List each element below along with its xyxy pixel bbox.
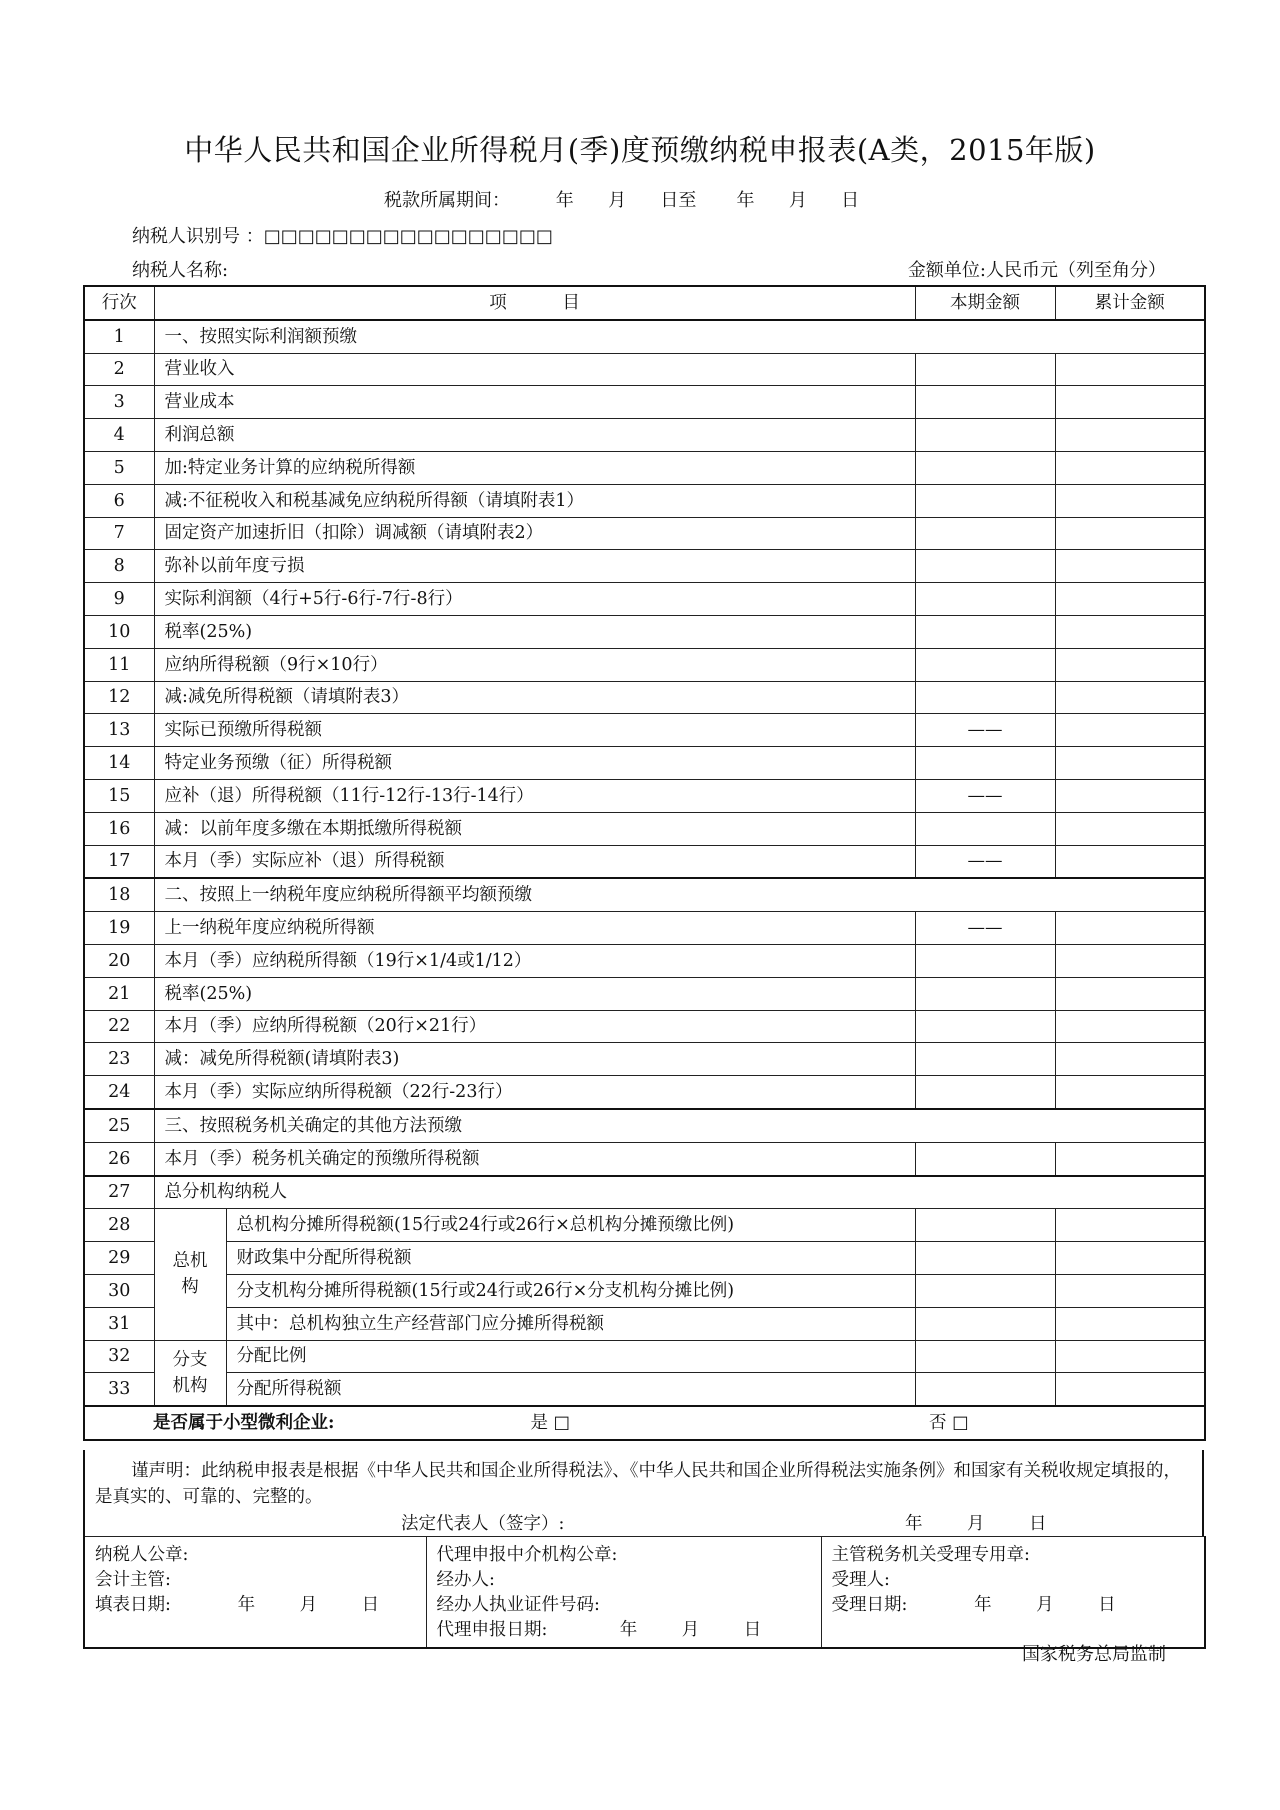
cumulative-amount-cell[interactable] (1055, 648, 1205, 681)
row-number: 32 (84, 1340, 154, 1373)
cumulative-amount-cell[interactable] (1055, 747, 1205, 780)
row-number: 18 (84, 878, 154, 911)
row-label: 税率(25%) (154, 977, 915, 1010)
current-amount-cell[interactable] (915, 747, 1055, 780)
row-label: 本月（季）实际应纳所得税额（22行-23行） (154, 1076, 915, 1109)
stamp-table (83, 1536, 1206, 1649)
cumulative-amount-cell[interactable] (1055, 1076, 1205, 1109)
small-enterprise-row (84, 1406, 1205, 1440)
cumulative-amount-cell[interactable] (1055, 517, 1205, 550)
table-row (84, 1307, 1205, 1340)
current-amount-cell[interactable] (915, 1340, 1055, 1373)
current-amount-cell[interactable] (915, 648, 1055, 681)
row-label: 减:不征税收入和税基减免应纳税所得额（请填附表1） (154, 484, 915, 517)
row-label: 加:特定业务计算的应纳税所得额 (154, 451, 915, 484)
table-row (84, 451, 1205, 484)
cumulative-amount-cell[interactable] (1055, 1274, 1205, 1307)
small-enterprise-no-checkbox[interactable]: 否 □ (929, 1412, 969, 1433)
row-number: 14 (84, 747, 154, 780)
table-row (84, 812, 1205, 845)
row-number: 2 (84, 353, 154, 386)
row-label: 应补（退）所得税额（11行-12行-13行-14行） (154, 779, 915, 812)
row-number: 33 (84, 1373, 154, 1406)
cumulative-amount-cell[interactable] (1055, 944, 1205, 977)
current-amount-cell[interactable] (915, 1043, 1055, 1076)
current-amount-cell[interactable] (915, 615, 1055, 648)
row-label: 固定资产加速折旧（扣除）调减额（请填附表2） (154, 517, 915, 550)
current-amount-cell[interactable] (915, 419, 1055, 452)
current-amount-cell[interactable] (915, 944, 1055, 977)
current-amount-cell[interactable] (915, 451, 1055, 484)
cumulative-amount-cell[interactable] (1055, 912, 1205, 945)
current-amount-cell[interactable] (915, 812, 1055, 845)
amount-unit: 金额单位:人民币元（列至角分） (907, 260, 1166, 281)
row-number: 29 (84, 1242, 154, 1275)
group-head-office: 总机构 (154, 1209, 226, 1340)
row-number: 17 (84, 845, 154, 878)
row-number: 15 (84, 779, 154, 812)
row-label: 本月（季）实际应补（退）所得税额 (154, 845, 915, 878)
row-number: 27 (84, 1176, 154, 1209)
row-number: 19 (84, 912, 154, 945)
row-number: 4 (84, 419, 154, 452)
cumulative-amount-cell[interactable] (1055, 1340, 1205, 1373)
table-row (84, 1076, 1205, 1109)
table-row (84, 944, 1205, 977)
declaration-block (83, 1450, 1204, 1536)
current-amount-cell[interactable] (915, 1274, 1055, 1307)
taxpayer-id: 纳税人识别号 ：□□□□□□□□□□□□□□□□□ (132, 226, 553, 247)
form-title: 中华人民共和国企业所得税月(季)度预缴纳税申报表(A类，2015年版) (184, 133, 1096, 167)
row-label: 实际利润额（4行+5行-6行-7行-8行） (154, 583, 915, 616)
current-amount-cell[interactable] (915, 1010, 1055, 1043)
row-number: 13 (84, 714, 154, 747)
header-item: 项 目 (154, 286, 915, 320)
row-number: 1 (84, 320, 154, 353)
row-label: 本月（季）应纳所得税额（20行×21行） (154, 1010, 915, 1043)
cumulative-amount-cell[interactable] (1055, 615, 1205, 648)
tax-authority-stamp-cell[interactable]: 主管税务机关受理专用章: 受理人: 受理日期: 年 月 日 (821, 1537, 1205, 1649)
row-label: 分配所得税额 (226, 1373, 915, 1406)
cumulative-amount-cell[interactable] (1055, 681, 1205, 714)
current-amount-cell[interactable] (915, 583, 1055, 616)
table-row (84, 779, 1205, 812)
row-label: 其中：总机构独立生产经营部门应分摊所得税额 (226, 1307, 915, 1340)
row-number: 21 (84, 977, 154, 1010)
declaration-table (83, 285, 1206, 1441)
current-amount-cell[interactable] (915, 1373, 1055, 1406)
taxpayer-name: 纳税人名称: (132, 260, 229, 281)
row-number: 7 (84, 517, 154, 550)
table-row (84, 517, 1205, 550)
cumulative-amount-cell[interactable] (1055, 845, 1205, 878)
table-row (84, 1209, 1205, 1242)
row-number: 16 (84, 812, 154, 845)
signature-date: 年 月 日 (905, 1514, 1047, 1534)
table-row (84, 386, 1205, 419)
current-amount-cell[interactable] (915, 1142, 1055, 1175)
row-number: 23 (84, 1043, 154, 1076)
cumulative-amount-cell[interactable] (1055, 1373, 1205, 1406)
row-label: 总机构分摊所得税额(15行或24行或26行×总机构分摊预缴比例) (226, 1209, 915, 1242)
row-label: 上一纳税年度应纳税所得额 (154, 912, 915, 945)
cumulative-amount-cell[interactable] (1055, 714, 1205, 747)
table-row (84, 1340, 1205, 1373)
legal-rep-signature: 法定代表人（签字）: (401, 1514, 565, 1534)
row-number: 28 (84, 1209, 154, 1242)
current-amount-cell[interactable] (915, 517, 1055, 550)
cumulative-amount-cell[interactable] (1055, 583, 1205, 616)
row-label: 减：减免所得税额(请填附表3) (154, 1043, 915, 1076)
cumulative-amount-cell[interactable] (1055, 812, 1205, 845)
current-amount-cell[interactable] (915, 977, 1055, 1010)
taxpayer-stamp-cell[interactable]: 纳税人公章: 会计主管: 填表日期: 年 月 日 (84, 1537, 426, 1649)
row-number: 3 (84, 386, 154, 419)
cumulative-amount-cell[interactable] (1055, 550, 1205, 583)
table-row (84, 1043, 1205, 1076)
cumulative-amount-cell[interactable] (1055, 386, 1205, 419)
table-row (84, 550, 1205, 583)
group-branch: 分支机构 (154, 1340, 226, 1406)
row-number: 8 (84, 550, 154, 583)
section-label: 一、按照实际利润额预缴 (154, 320, 1205, 353)
table-row (84, 845, 1205, 878)
row-label: 分配比例 (226, 1340, 915, 1373)
row-label: 财政集中分配所得税额 (226, 1242, 915, 1275)
header-cumulative: 累计金额 (1055, 286, 1205, 320)
row-number: 24 (84, 1076, 154, 1109)
table-row (84, 1274, 1205, 1307)
row-number: 10 (84, 615, 154, 648)
cumulative-amount-cell[interactable] (1055, 1043, 1205, 1076)
cumulative-amount-cell[interactable] (1055, 1142, 1205, 1175)
section-label: 三、按照税务机关确定的其他方法预缴 (154, 1109, 1205, 1142)
cumulative-amount-cell[interactable] (1055, 451, 1205, 484)
section-label: 总分机构纳税人 (154, 1176, 1205, 1209)
row-label: 弥补以前年度亏损 (154, 550, 915, 583)
row-label: 税率(25%) (154, 615, 915, 648)
current-amount-cell[interactable] (915, 484, 1055, 517)
table-row (84, 353, 1205, 386)
current-amount-cell[interactable]: —— (915, 714, 1055, 747)
table-row (84, 648, 1205, 681)
table-row (84, 1142, 1205, 1175)
table-row (84, 878, 1205, 911)
current-amount-cell[interactable]: —— (915, 845, 1055, 878)
row-label: 实际已预缴所得税额 (154, 714, 915, 747)
row-label: 应纳所得税额（9行×10行） (154, 648, 915, 681)
current-amount-cell[interactable] (915, 1242, 1055, 1275)
table-row (84, 1242, 1205, 1275)
small-enterprise-label: 是否属于小型微利企业: (153, 1412, 335, 1433)
table-row (84, 419, 1205, 452)
current-amount-cell[interactable] (915, 386, 1055, 419)
table-row (84, 583, 1205, 616)
row-number: 6 (84, 484, 154, 517)
row-label: 营业成本 (154, 386, 915, 419)
row-number: 25 (84, 1109, 154, 1142)
cumulative-amount-cell[interactable] (1055, 353, 1205, 386)
supervision-note: 国家税务总局监制 (1022, 1644, 1166, 1665)
table-row (84, 1109, 1205, 1142)
table-row (84, 1373, 1205, 1406)
declaration-text: 谨声明：此纳税申报表是根据《中华人民共和国企业所得税法》、《中华人民共和国企业所得税法实施条例》和国家有关税收规定填报的，是真实的、可靠的、完整的。 (95, 1461, 1181, 1507)
cumulative-amount-cell[interactable] (1055, 1209, 1205, 1242)
table-row (84, 912, 1205, 945)
table-row (84, 484, 1205, 517)
current-amount-cell[interactable] (915, 681, 1055, 714)
row-number: 11 (84, 648, 154, 681)
cumulative-amount-cell[interactable] (1055, 779, 1205, 812)
header-current: 本期金额 (915, 286, 1055, 320)
row-label: 减:减免所得税额（请填附表3） (154, 681, 915, 714)
row-number: 30 (84, 1274, 154, 1307)
cumulative-amount-cell[interactable] (1055, 484, 1205, 517)
table-row (84, 747, 1205, 780)
table-row (84, 615, 1205, 648)
current-amount-cell[interactable]: —— (915, 912, 1055, 945)
table-row (84, 320, 1205, 353)
cumulative-amount-cell[interactable] (1055, 1307, 1205, 1340)
row-number: 9 (84, 583, 154, 616)
row-label: 本月（季）税务机关确定的预缴所得税额 (154, 1142, 915, 1175)
agent-stamp-cell[interactable]: 代理申报中介机构公章: 经办人: 经办人执业证件号码: 代理申报日期: 年 月 日 (426, 1537, 821, 1649)
row-number: 20 (84, 944, 154, 977)
row-label: 分支机构分摊所得税额(15行或24行或26行×分支机构分摊比例) (226, 1274, 915, 1307)
cumulative-amount-cell[interactable] (1055, 1010, 1205, 1043)
row-label: 本月（季）应纳税所得额（19行×1/4或1/12） (154, 944, 915, 977)
row-label: 营业收入 (154, 353, 915, 386)
row-number: 31 (84, 1307, 154, 1340)
row-number: 26 (84, 1142, 154, 1175)
tax-period: 税款所属期间： 年 月 日至 年 月 日 (384, 190, 860, 211)
table-header (84, 286, 1205, 320)
cumulative-amount-cell[interactable] (1055, 977, 1205, 1010)
current-amount-cell[interactable] (915, 1209, 1055, 1242)
cumulative-amount-cell[interactable] (1055, 419, 1205, 452)
current-amount-cell[interactable] (915, 550, 1055, 583)
table-row (84, 714, 1205, 747)
cumulative-amount-cell[interactable] (1055, 1242, 1205, 1275)
row-number: 22 (84, 1010, 154, 1043)
table-row (84, 681, 1205, 714)
current-amount-cell[interactable] (915, 1076, 1055, 1109)
table-row (84, 1176, 1205, 1209)
row-label: 利润总额 (154, 419, 915, 452)
current-amount-cell[interactable]: —— (915, 779, 1055, 812)
table-row (84, 977, 1205, 1010)
row-label: 减：以前年度多缴在本期抵缴所得税额 (154, 812, 915, 845)
current-amount-cell[interactable] (915, 353, 1055, 386)
current-amount-cell[interactable] (915, 1307, 1055, 1340)
table-row (84, 1010, 1205, 1043)
small-enterprise-yes-checkbox[interactable]: 是 □ (530, 1412, 571, 1433)
header-row-no: 行次 (84, 286, 154, 320)
section-label: 二、按照上一纳税年度应纳税所得额平均额预缴 (154, 878, 1205, 911)
row-number: 12 (84, 681, 154, 714)
row-number: 5 (84, 451, 154, 484)
row-label: 特定业务预缴（征）所得税额 (154, 747, 915, 780)
